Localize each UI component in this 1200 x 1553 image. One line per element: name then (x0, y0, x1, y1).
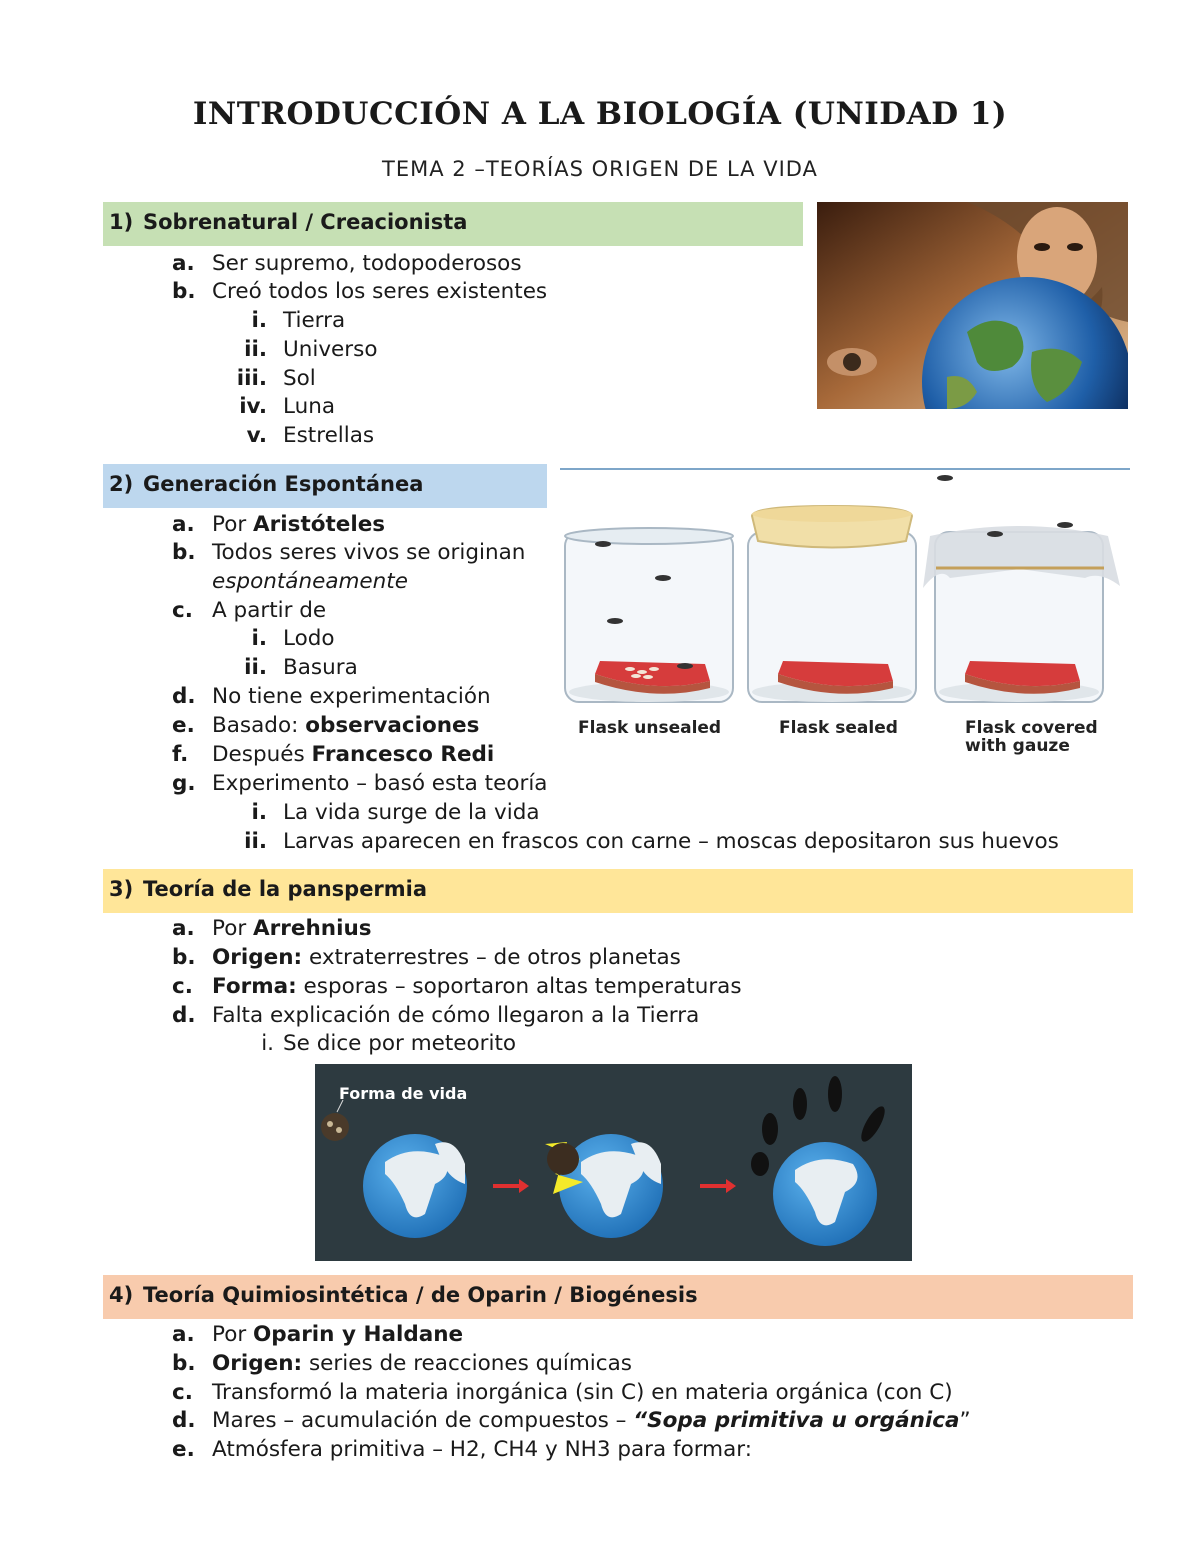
caption-with-gauze: with gauze (965, 736, 1070, 756)
list-item (172, 1435, 753, 1464)
section-number: 3) (109, 877, 134, 901)
item-bold-text: Forma: (212, 974, 297, 999)
sub-list-item (239, 392, 336, 421)
list-item (172, 596, 327, 625)
list-marker: b. (172, 279, 196, 304)
list-item (172, 1378, 953, 1407)
sub-list-item (251, 798, 540, 827)
list-marker: g. (172, 771, 196, 796)
section-number: 4) (109, 1283, 134, 1307)
item-text: Universo (283, 337, 378, 362)
item-text: series de reacciones químicas (302, 1351, 632, 1376)
list-item (172, 711, 480, 740)
list-marker: c. (172, 1380, 193, 1405)
list-item (172, 740, 495, 769)
list-marker: iv. (239, 394, 267, 419)
item-text: Larvas aparecen en frascos con carne – moscas depositaron sus huevos (283, 829, 1059, 854)
list-marker: f. (172, 742, 189, 767)
item-text: Tierra (283, 308, 346, 333)
list-marker: i. (251, 308, 267, 333)
item-text: Por (212, 1322, 254, 1347)
item-text: Basura (283, 655, 358, 680)
list-marker: b. (172, 1351, 196, 1376)
item-text: No tiene experimentación (212, 684, 491, 709)
item-bold-text: Aristóteles (253, 512, 386, 537)
item-text: ” (959, 1408, 971, 1433)
list-item (172, 1001, 700, 1030)
caption-flask-unsealed: Flask unsealed (578, 718, 722, 738)
list-marker: a. (172, 916, 195, 941)
list-marker: b. (172, 945, 196, 970)
figure-label: Forma de vida (339, 1084, 468, 1103)
item-bold-text: Francesco Redi (311, 742, 495, 767)
section-1-heading (103, 202, 803, 246)
sub-list-item (251, 306, 346, 335)
item-text: esporas – soportaron altas temperaturas (296, 974, 742, 999)
jar-gauze (923, 526, 1120, 702)
sub-list-item (244, 653, 358, 682)
section-number: 1) (109, 210, 134, 234)
list-item (172, 538, 526, 567)
jar-sealed (748, 506, 916, 702)
list-item (172, 249, 522, 278)
item-bold-text: Origen: (212, 1351, 303, 1376)
item-text: Se dice por meteorito (283, 1031, 517, 1056)
list-item (172, 277, 548, 306)
list-item (172, 972, 742, 1001)
item-bold-text: observaciones (305, 713, 480, 738)
meteorite-icon (547, 1143, 579, 1175)
list-item (172, 682, 491, 711)
item-text: Todos seres vivos se originan (212, 540, 526, 565)
item-text: Experimento – basó esta teoría (212, 771, 548, 796)
item-text: Estrellas (283, 423, 375, 448)
list-item (172, 914, 372, 943)
section-title: Sobrenatural / Creacionista (143, 210, 468, 234)
list-item (172, 510, 386, 539)
page-title: INTRODUCCIÓN A LA BIOLOGÍA (UNIDAD 1) (192, 96, 1008, 132)
item-text: Sol (283, 366, 316, 391)
list-marker: c. (172, 974, 193, 999)
item-bold-text: Arrehnius (253, 916, 372, 941)
sub-list-item (261, 1029, 517, 1058)
section-title: Teoría Quimiosintética / de Oparin / Biogénesis (143, 1283, 698, 1307)
jar-unsealed (565, 528, 733, 702)
item-text: Lodo (283, 626, 335, 651)
list-item (172, 769, 548, 798)
sub-list-item (244, 335, 378, 364)
item-text: Mares – acumulación de compuestos – (212, 1408, 634, 1433)
list-item (172, 943, 681, 972)
section-title: Generación Espontánea (143, 472, 424, 496)
list-marker: i. (251, 800, 267, 825)
list-marker: a. (172, 251, 195, 276)
list-marker: ii. (244, 337, 267, 362)
item-text: Transformó la materia inorgánica (sin C) en materia orgánica (con C) (212, 1380, 953, 1405)
list-item (172, 1320, 464, 1349)
sub-list-item (251, 624, 335, 653)
list-marker: d. (172, 684, 196, 709)
list-marker: iii. (236, 366, 267, 391)
section-2-heading (103, 464, 547, 508)
list-marker: e. (172, 1437, 195, 1462)
list-marker: a. (172, 1322, 195, 1347)
list-marker: ii. (244, 829, 267, 854)
section-title: Teoría de la panspermia (143, 877, 428, 901)
list-item (172, 1349, 632, 1378)
list-marker: d. (172, 1408, 196, 1433)
section-3-heading (103, 869, 1133, 913)
list-marker: i. (261, 1031, 274, 1056)
item-text: A partir de (212, 598, 327, 623)
sub-list-item (236, 364, 316, 393)
sub-list-item (246, 421, 375, 450)
list-marker: d. (172, 1003, 196, 1028)
page-subtitle: TEMA 2 –TEORÍAS ORIGEN DE LA VIDA (382, 157, 818, 181)
item-text: Por (212, 512, 254, 537)
panspermia-figure (315, 1064, 912, 1261)
redi-flask-experiment-figure (560, 466, 1132, 716)
list-marker: a. (172, 512, 195, 537)
list-marker: e. (172, 713, 195, 738)
creator-earth-image (817, 202, 1128, 409)
list-marker: b. (172, 540, 196, 565)
sub-list-item (244, 827, 1059, 856)
list-marker: c. (172, 598, 193, 623)
item-text: Después (212, 742, 312, 767)
list-item-continuation: espontáneamente (212, 569, 408, 594)
item-bold-text: Oparin y Haldane (253, 1322, 464, 1347)
item-text: Luna (283, 394, 336, 419)
list-marker: i. (251, 626, 267, 651)
item-text: Ser supremo, todopoderosos (212, 251, 522, 276)
item-text: La vida surge de la vida (283, 800, 540, 825)
item-text: extraterrestres – de otros planetas (302, 945, 681, 970)
section-4-heading (103, 1275, 1133, 1319)
list-item (172, 1406, 971, 1435)
list-marker: v. (246, 423, 267, 448)
item-bold-text: Origen: (212, 945, 303, 970)
item-text: Falta explicación de cómo llegaron a la Tierra (212, 1003, 700, 1028)
caption-flask-sealed: Flask sealed (779, 718, 898, 738)
item-text: Creó todos los seres existentes (212, 279, 548, 304)
section-number: 2) (109, 472, 134, 496)
meteorite-icon (321, 1113, 349, 1141)
caption-flask-covered: Flask covered (965, 718, 1098, 738)
item-text: Por (212, 916, 254, 941)
item-text: Atmósfera primitiva – H2, CH4 y NH3 para formar: (212, 1437, 753, 1462)
item-bold-italic-text: “Sopa primitiva u orgánica (633, 1408, 960, 1433)
list-marker: ii. (244, 655, 267, 680)
item-text: Basado: (212, 713, 306, 738)
